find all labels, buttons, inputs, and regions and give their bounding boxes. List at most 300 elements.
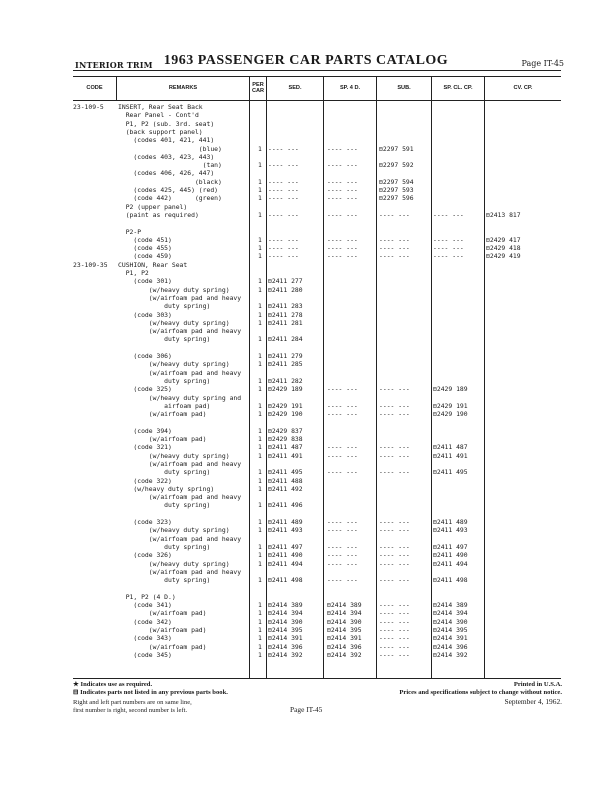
per-car: 1 (258, 235, 262, 244)
table-row (0, 211, 612, 219)
remarks: (w/airfoam pad and heavy (118, 368, 242, 377)
sed-part: ⊟2429 837 (268, 426, 303, 435)
footnote-new-parts: ⊟ Indicates parts not listed in any previous parts book. (73, 689, 228, 696)
per-car: 1 (258, 542, 262, 551)
table-row (0, 543, 612, 551)
remarks: (w/airfoam pad and heavy (118, 459, 242, 468)
table-row (0, 103, 612, 111)
sub-part: ---- --- (379, 542, 410, 551)
sub-part: ---- --- (379, 252, 410, 261)
table-row (0, 277, 612, 285)
footnote-order: first number is right, second number is left. (73, 707, 188, 714)
table-row (0, 219, 612, 227)
sed-part: ⊟2411 497 (268, 542, 303, 551)
sp4d-part: ⊟2414 390 (327, 617, 362, 626)
table-row (0, 360, 612, 368)
sub-part: ---- --- (379, 642, 410, 651)
sp4d-part: ---- --- (327, 235, 358, 244)
col-header-sub-label: SUB. (397, 85, 411, 91)
sed-part: ---- --- (268, 252, 299, 261)
remarks: Rear Panel - Cont'd (118, 111, 199, 120)
col-header-sed (267, 77, 323, 99)
sub-part: ---- --- (379, 518, 410, 526)
table-row (0, 576, 612, 584)
sed-part: ⊟2411 277 (268, 277, 303, 286)
spclcp-part: ⊟2411 497 (433, 542, 468, 551)
sp4d-part: ⊟2414 394 (327, 609, 362, 618)
per-car: 1 (258, 360, 262, 369)
sub-part: ---- --- (379, 244, 410, 253)
page-number: Page IT-45 (521, 59, 564, 68)
per-car: 1 (258, 277, 262, 286)
col-header-per-car (250, 77, 266, 99)
footnote-right-left: Right and left part numbers are on same line, (73, 699, 192, 706)
footer-page-number: Page IT-45 (290, 705, 323, 714)
table-row (0, 568, 612, 576)
remarks: (codes 401, 421, 441) (118, 136, 215, 145)
catalog-date: September 4, 1962. (504, 697, 562, 706)
sed-part: ⊟2414 396 (268, 642, 303, 651)
sp4d-part: ---- --- (327, 177, 358, 186)
sub-part: ---- --- (379, 526, 410, 535)
table-row (0, 493, 612, 501)
sub-part: ---- --- (379, 410, 410, 419)
rule-top (73, 70, 561, 71)
table-row (0, 269, 612, 277)
sed-part: ⊟2411 279 (268, 352, 303, 360)
spclcp-part: ⊟2414 394 (433, 609, 468, 618)
price-notice: Prices and specifications subject to change without notice. (399, 689, 562, 696)
remarks: (codes 403, 423, 443) (118, 152, 215, 161)
sed-part: ⊟2414 395 (268, 625, 303, 634)
sub-part: ---- --- (379, 650, 410, 659)
remarks: (w/heavy duty spring and (118, 393, 242, 402)
spclcp-part: ⊟2411 490 (433, 551, 468, 560)
sp4d-part: ⊟2414 392 (327, 650, 362, 659)
remarks: (black) (118, 177, 222, 186)
table-row (0, 178, 612, 186)
footnote-use: ★ Indicates use as required. (73, 681, 153, 688)
spclcp-part: ⊟2411 487 (433, 443, 468, 452)
table-row (0, 286, 612, 294)
remarks: (code 394) (118, 426, 172, 435)
sp4d-part: ---- --- (327, 559, 358, 568)
sed-part: ⊟2414 389 (268, 601, 303, 609)
sp4d-part: ---- --- (327, 252, 358, 261)
remarks: duty spring) (118, 302, 211, 311)
spclcp-part: ⊟2429 190 (433, 410, 468, 419)
per-car: 1 (258, 401, 262, 410)
table-row (0, 261, 612, 269)
table-row (0, 551, 612, 559)
table-row (0, 236, 612, 244)
per-car: 1 (258, 443, 262, 452)
sp4d-part: ---- --- (327, 518, 358, 526)
table-row (0, 302, 612, 310)
sed-part: ---- --- (268, 244, 299, 253)
table-row (0, 418, 612, 426)
per-car: 1 (258, 310, 262, 319)
per-car: 1 (258, 285, 262, 294)
sed-part: ⊟2411 278 (268, 310, 303, 319)
sed-part: ---- --- (268, 194, 299, 203)
spclcp-part: ---- --- (433, 210, 464, 219)
table-row (0, 518, 612, 526)
remarks: (code 455) (118, 244, 172, 253)
sp4d-part: ---- --- (327, 401, 358, 410)
per-car: 1 (258, 476, 262, 485)
remarks: P1, P2 (4 D.) (118, 592, 176, 601)
printed-in: Printed in U.S.A. (513, 681, 562, 688)
per-car: 1 (258, 617, 262, 626)
remarks: (w/airfoam pad and heavy (118, 493, 242, 502)
sed-part: ⊟2411 488 (268, 476, 303, 485)
table-row (0, 535, 612, 543)
table-row (0, 203, 612, 211)
sed-part: ⊟2429 189 (268, 385, 303, 394)
sp4d-part: ---- --- (327, 210, 358, 219)
table-row (0, 377, 612, 385)
remarks: (w/airfoam pad and heavy (118, 293, 242, 302)
remarks: (w/airfoam pad and heavy (118, 534, 242, 543)
sed-part: ⊟2411 283 (268, 302, 303, 311)
remarks: (code 326) (118, 551, 172, 560)
sub-part: ---- --- (379, 634, 410, 643)
cvcp-part: ⊟2429 419 (486, 252, 521, 261)
sub-part: ⊟2297 594 (379, 177, 414, 186)
table-row (0, 402, 612, 410)
sp4d-part: ---- --- (327, 385, 358, 394)
remarks: (code 322) (118, 476, 172, 485)
remarks: (w/airfoam pad and heavy (118, 327, 242, 336)
sp4d-part: ⊟2414 395 (327, 625, 362, 634)
remarks: (blue) (118, 144, 222, 153)
col-header-code-label: CODE (86, 85, 103, 91)
table-row (0, 501, 612, 509)
table-row (0, 319, 612, 327)
table-row (0, 427, 612, 435)
per-car: 1 (258, 177, 262, 186)
per-car: 1 (258, 426, 262, 435)
per-car: 1 (258, 526, 262, 535)
sub-part: ---- --- (379, 559, 410, 568)
sed-part: ⊟2429 838 (268, 435, 303, 443)
sub-part: ---- --- (379, 401, 410, 410)
spclcp-part: ⊟2414 396 (433, 642, 468, 651)
table-row (0, 443, 612, 451)
col-header-spclcp (432, 77, 484, 99)
remarks: (code 345) (118, 650, 172, 659)
remarks: (w/heavy duty spring) (118, 559, 230, 568)
col-header-sub (377, 77, 431, 99)
remarks: (w/airfoam pad) (118, 410, 207, 419)
sed-part: ---- --- (268, 144, 299, 153)
per-car: 1 (258, 634, 262, 643)
table-row (0, 153, 612, 161)
sp4d-part: ---- --- (327, 194, 358, 203)
remarks: duty spring) (118, 576, 211, 585)
sub-part: ⊟2297 596 (379, 194, 414, 203)
table-row (0, 136, 612, 144)
remarks: (w/airfoam pad and heavy (118, 567, 242, 576)
per-car: 1 (258, 484, 262, 493)
sed-part: ⊟2414 394 (268, 609, 303, 618)
sed-part: ⊟2411 493 (268, 526, 303, 535)
part-code: 23-109-35 (73, 260, 108, 269)
sed-part: ⊟2411 498 (268, 576, 303, 585)
remarks: (code 303) (118, 310, 172, 319)
spclcp-part: ⊟2414 391 (433, 634, 468, 643)
cvcp-part: ⊟2429 417 (486, 235, 521, 244)
table-row (0, 410, 612, 418)
table-row (0, 128, 612, 136)
remarks: (code 341) (118, 601, 172, 609)
remarks: (w/heavy duty spring) (118, 318, 230, 327)
table-row (0, 385, 612, 393)
sp4d-part: ---- --- (327, 576, 358, 585)
table-row (0, 161, 612, 169)
table-row (0, 311, 612, 319)
per-car: 1 (258, 144, 262, 153)
table-row (0, 452, 612, 460)
part-code: 23-109-5 (73, 103, 104, 111)
per-car: 1 (258, 410, 262, 419)
spclcp-part: ⊟2411 491 (433, 451, 468, 460)
table-row (0, 634, 612, 642)
spclcp-part: ⊟2414 390 (433, 617, 468, 626)
sed-part: ---- --- (268, 161, 299, 170)
table-row (0, 651, 612, 659)
spclcp-part: ⊟2414 389 (433, 601, 468, 609)
table-row (0, 335, 612, 343)
sub-part: ---- --- (379, 385, 410, 394)
sed-part: ⊟2411 282 (268, 376, 303, 385)
sp4d-part: ---- --- (327, 451, 358, 460)
sub-part: ---- --- (379, 625, 410, 634)
per-car: 1 (258, 210, 262, 219)
remarks: (code 343) (118, 634, 172, 643)
col-header-sp4d-label: SP. 4 D. (339, 85, 361, 91)
table-row (0, 468, 612, 476)
remarks: (code 321) (118, 443, 172, 452)
sed-part: ---- --- (268, 235, 299, 244)
per-car: 1 (258, 609, 262, 618)
table-row (0, 244, 612, 252)
table-row (0, 626, 612, 634)
per-car: 1 (258, 194, 262, 203)
spclcp-part: ⊟2411 489 (433, 518, 468, 526)
sed-part: ---- --- (268, 186, 299, 194)
sp4d-part: ---- --- (327, 186, 358, 194)
per-car: 1 (258, 642, 262, 651)
sub-part: ---- --- (379, 617, 410, 626)
col-header-code (73, 77, 116, 99)
remarks: duty spring) (118, 542, 211, 551)
per-car: 1 (258, 559, 262, 568)
col-header-car-label: CAR (251, 88, 265, 94)
remarks: (w/heavy duty spring) (118, 526, 230, 535)
sed-part: ⊟2411 491 (268, 451, 303, 460)
col-header-per-label: PER (252, 82, 264, 88)
col-header-cvcp (485, 77, 561, 99)
sub-part: ⊟2297 591 (379, 144, 414, 153)
remarks: (w/airfoam pad) (118, 642, 207, 651)
sed-part: ⊟2411 489 (268, 518, 303, 526)
table-row (0, 618, 612, 626)
sed-part: ⊟2429 191 (268, 401, 303, 410)
sub-part: ---- --- (379, 551, 410, 560)
sed-part: ⊟2411 284 (268, 335, 303, 344)
remarks: (w/heavy duty spring) (118, 285, 230, 294)
per-car: 1 (258, 451, 262, 460)
spclcp-part: ⊟2411 494 (433, 559, 468, 568)
rule-bottom (73, 678, 561, 679)
sed-part: ⊟2411 492 (268, 484, 303, 493)
remarks: (code 325) (118, 385, 172, 394)
remarks: (back support panel) (118, 127, 203, 136)
sed-part: ⊟2414 390 (268, 617, 303, 626)
table-row (0, 394, 612, 402)
table-row (0, 111, 612, 119)
remarks: (code 451) (118, 235, 172, 244)
page-title: 1963 PASSENGER CAR PARTS CATALOG (163, 53, 449, 68)
remarks: P2 (upper panel) (118, 202, 188, 211)
remarks: (codes 406, 426, 447) (118, 169, 215, 178)
table-row (0, 477, 612, 485)
per-car: 1 (258, 186, 262, 194)
sub-part: ⊟2297 593 (379, 186, 414, 194)
per-car: 1 (258, 576, 262, 585)
sub-part: ---- --- (379, 235, 410, 244)
spclcp-part: ⊟2411 498 (433, 576, 468, 585)
remarks: (tan) (118, 161, 222, 170)
per-car: 1 (258, 551, 262, 560)
per-car: 1 (258, 302, 262, 311)
sed-part: ⊟2411 495 (268, 468, 303, 477)
sub-part: ---- --- (379, 609, 410, 618)
remarks: INSERT, Rear Seat Back (118, 103, 203, 111)
spclcp-part: ---- --- (433, 235, 464, 244)
remarks: duty spring) (118, 376, 211, 385)
sub-part: ---- --- (379, 451, 410, 460)
table-row (0, 526, 612, 534)
per-car: 1 (258, 435, 262, 443)
remarks: duty spring) (118, 468, 211, 477)
sed-part: ⊟2411 285 (268, 360, 303, 369)
sed-part: ⊟2414 392 (268, 650, 303, 659)
sp4d-part: ⊟2414 396 (327, 642, 362, 651)
spclcp-part: ⊟2411 495 (433, 468, 468, 477)
sub-part: ⊟2297 592 (379, 161, 414, 170)
sp4d-part: ---- --- (327, 443, 358, 452)
per-car: 1 (258, 252, 262, 261)
remarks: (code 301) (118, 277, 172, 286)
table-row (0, 369, 612, 377)
per-car: 1 (258, 318, 262, 327)
remarks: (w/heavy duty spring) (118, 451, 230, 460)
remarks: P1, P2 (sub. 3rd. seat) (118, 119, 215, 128)
col-header-remarks-label: REMARKS (168, 85, 198, 91)
sp4d-part: ⊟2414 391 (327, 634, 362, 643)
remarks: (code 306) (118, 352, 172, 360)
table-row (0, 510, 612, 518)
sp4d-part: ---- --- (327, 410, 358, 419)
table-row (0, 120, 612, 128)
sed-part: ⊟2414 391 (268, 634, 303, 643)
col-header-remarks (117, 77, 249, 99)
sed-part: ---- --- (268, 177, 299, 186)
remarks: airfoam pad) (118, 401, 211, 410)
sp4d-part: ⊟2414 389 (327, 601, 362, 609)
remarks: P2-P (118, 227, 142, 236)
spclcp-part: ---- --- (433, 252, 464, 261)
sub-part: ---- --- (379, 468, 410, 477)
rule-header-bottom (73, 100, 561, 101)
per-car: 1 (258, 518, 262, 526)
per-car: 1 (258, 468, 262, 477)
remarks: (w/airfoam pad) (118, 609, 207, 618)
per-car: 1 (258, 501, 262, 510)
table-row (0, 593, 612, 601)
table-row (0, 169, 612, 177)
table-row (0, 145, 612, 153)
remarks: (paint as required) (118, 210, 199, 219)
per-car: 1 (258, 352, 262, 360)
per-car: 1 (258, 244, 262, 253)
table-row (0, 252, 612, 260)
per-car: 1 (258, 161, 262, 170)
sed-part: ⊟2429 190 (268, 410, 303, 419)
remarks: (w/heavy duty spring) (118, 360, 230, 369)
remarks: (codes 425, 445) (red) (118, 186, 219, 194)
sed-part: ⊟2411 494 (268, 559, 303, 568)
cvcp-part: ⊟2413 817 (486, 210, 521, 219)
sed-part: ---- --- (268, 210, 299, 219)
spclcp-part: ⊟2414 392 (433, 650, 468, 659)
sub-part: ---- --- (379, 576, 410, 585)
remarks: (code 323) (118, 518, 172, 526)
sub-part: ---- --- (379, 601, 410, 609)
table-row (0, 228, 612, 236)
spclcp-part: ⊟2411 493 (433, 526, 468, 535)
table-row (0, 560, 612, 568)
sed-part: ⊟2411 280 (268, 285, 303, 294)
spclcp-part: ⊟2414 395 (433, 625, 468, 634)
per-car: 1 (258, 650, 262, 659)
remarks: (w/heavy duty spring) (118, 484, 215, 493)
col-header-sp4d (324, 77, 376, 99)
col-header-cvcp-label: CV. CP. (513, 85, 533, 91)
remarks: CUSHION, Rear Seat (118, 260, 188, 269)
sp4d-part: ---- --- (327, 468, 358, 477)
sp4d-part: ---- --- (327, 144, 358, 153)
table-row (0, 643, 612, 651)
per-car: 1 (258, 335, 262, 344)
remarks: P1, P2 (118, 269, 149, 277)
sed-part: ⊟2411 496 (268, 501, 303, 510)
table-row (0, 344, 612, 352)
table-row (0, 352, 612, 360)
sub-part: ---- --- (379, 210, 410, 219)
table-row (0, 584, 612, 592)
table-row (0, 186, 612, 194)
per-car: 1 (258, 385, 262, 394)
table-row (0, 294, 612, 302)
remarks: (code 459) (118, 252, 172, 261)
sed-part: ⊟2411 281 (268, 318, 303, 327)
sp4d-part: ---- --- (327, 161, 358, 170)
per-car: 1 (258, 376, 262, 385)
